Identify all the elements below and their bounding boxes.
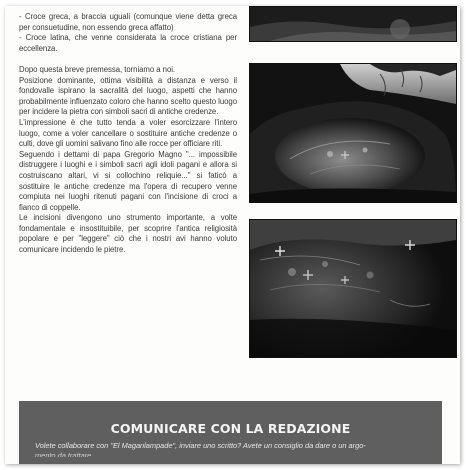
footer-contact-band [19, 401, 442, 464]
article-text-column [19, 12, 237, 256]
footer-text-line1: Volete collaborare con "El Maganlampade", inviare uno scritto? Avete un consiglio da dare o un argo- [35, 441, 366, 450]
magazine-page [5, 6, 460, 464]
footer-text-line2: mento da trattare... [35, 451, 98, 457]
rock-photo-top [249, 6, 457, 42]
paragraph-latin-cross: - Croce latina, che venne considerata la croce cristiana per eccellenza. [19, 33, 237, 53]
rock-photo-bottom [249, 219, 457, 358]
paragraph-impression: L'impressione è che tutto tenda a voler esorcizzare l'intero luogo, come a voler cancellare o sostituire antiche credenze o culti, dove gli uomini salivano fino alle rocce per officiare riti. [19, 117, 237, 149]
paragraph-incisions: Le incisioni divengono uno strumento importante, a volte fondamentale e insostituibile, per scoprire l'antica religiosità popolare e per "leggere" ciò che i nostri avi hanno voluto comunicare incidendo le pietre. [19, 213, 237, 255]
paragraph-gregorio: Seguendo i dettami di papa Gregorio Magno "... impossibile distruggere i luoghi e i simboli sacri agli idoli pagani e allora si costruiscano altari, vi si collochino reliquie..." si faticò a sostituire le antiche credenze ma l'opera di recupero venne compiuta nei luoghi ritenuti pagani con l'incisione di croci a fianco di coppelle. [19, 149, 237, 212]
paragraph-return: Dopo questa breve premessa, torniamo a noi. [19, 64, 176, 74]
paragraph-spacer [19, 54, 237, 65]
paragraph-greek-cross: - Croce greca, a braccia uguali (comunque viene detta greca per consuetudine, non essendo greca affatto) [19, 12, 237, 32]
paragraph-position: Posizione dominante, ottima visibilità a distanza e verso il fondovalle ispirano la sacralità del luogo, aspetti che hanno probabilmente influenzato coloro che hanno scelto questo luogo per incidere la pietra con simboli sacri di antiche credenze. [19, 75, 237, 117]
rock-photo-middle [249, 63, 457, 203]
footer-title: COMUNICARE CON LA REDAZIONE [110, 421, 351, 436]
